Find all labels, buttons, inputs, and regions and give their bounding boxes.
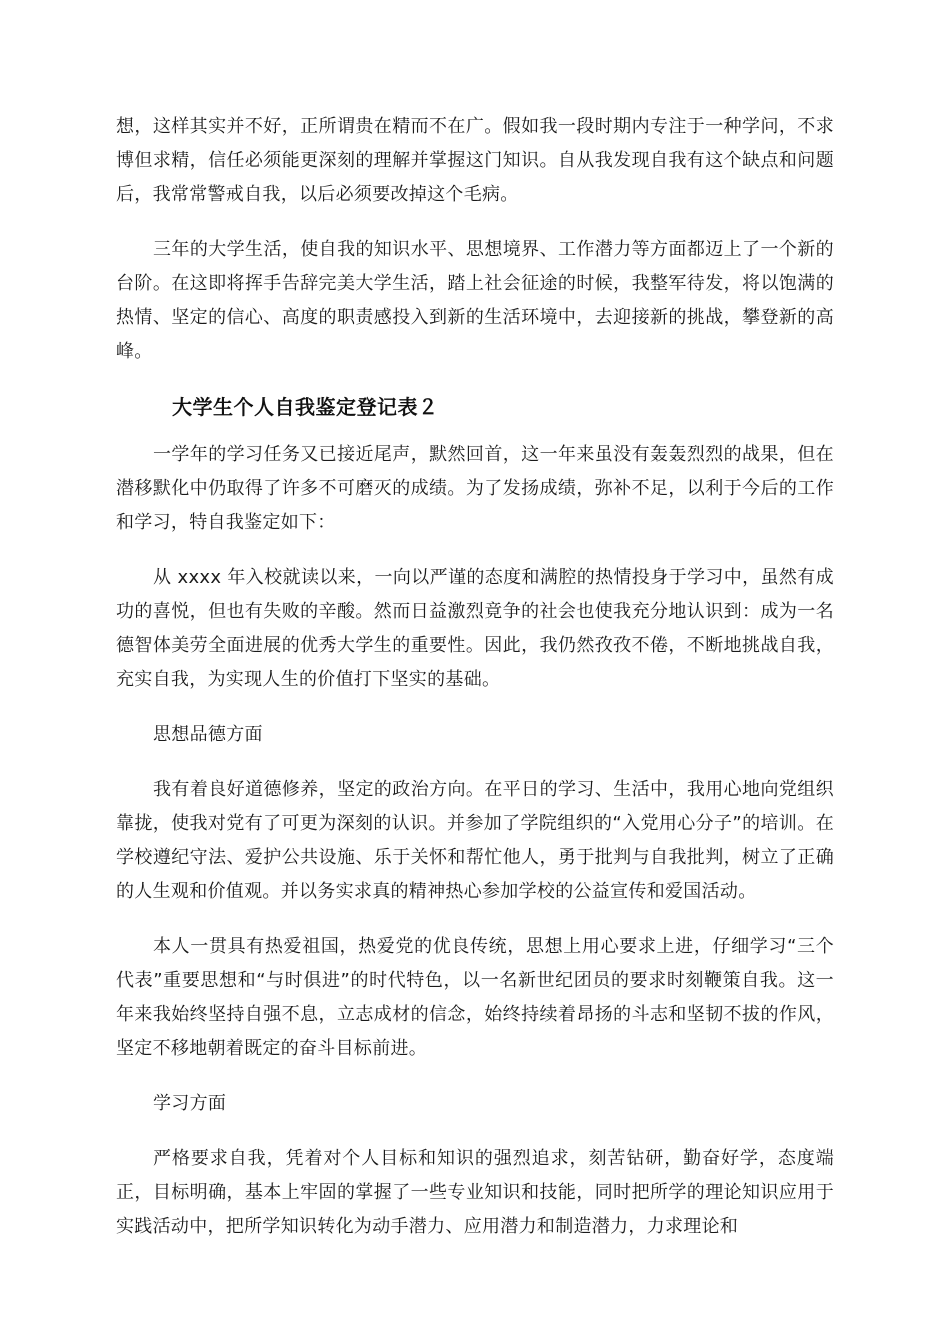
- document-page: [116, 110, 834, 1265]
- subheading-study: 学习方面: [153, 1093, 227, 1114]
- paragraph-continuation: 想，这样其实并不好，正所谓贵在精而不在广。假如我一段时期内专注于一种学问，不求博但求精，信任必须能更深刻的理解并掌握这门知识。自从我发现自我有这个缺点和问题后，我常常警戒自我，以后必须要改掉这个毛病。: [116, 116, 834, 205]
- paragraph-moral-2: 本人一贯具有热爱祖国，热爱党的优良传统，思想上用心要求上进，仔细学习“三个代表”重要思想和“与时俱进”的时代特色，以一名新世纪团员的要求时刻鞭策自我。这一年来我始终坚持自强不息，立志成材的信念，始终持续着昂扬的斗志和坚韧不拔的作风，坚定不移地朝着既定的奋斗目标前进。: [116, 936, 834, 1059]
- paragraph-conclusion: 三年的大学生活，使自我的知识水平、思想境界、工作潜力等方面都迈上了一个新的台阶。在这即将挥手告辞完美大学生活，踏上社会征途的时候，我整军待发，将以饱满的热情、坚定的信心、高度的职责感投入到新的生活环境中，去迎接新的挑战，攀登新的高峰。: [116, 239, 834, 362]
- paragraph-enrollment: 从 xxxx 年入校就读以来，一向以严谨的态度和满腔的热情投身于学习中，虽然有成功的喜悦，但也有失败的辛酸。然而日益激烈竟争的社会也使我充分地认识到：成为一名德智体美劳全面进展的优秀大学生的重要性。因此，我仍然孜孜不倦，不断地挑战自我，充实自我，为实现人生的价值打下坚实的基础。: [116, 567, 834, 690]
- paragraph-study: 严格要求自我，凭着对个人目标和知识的强烈追求，刻苦钻研，勤奋好学，态度端正，目标明确，基本上牢固的掌握了一些专业知识和技能，同时把所学的理论知识应用于实践活动中，把所学知识转化为动手潜力、应用潜力和制造潜力，力求理论和: [116, 1148, 834, 1237]
- paragraph-intro: 一学年的学习任务又已接近尾声，默然回首，这一年来虽没有轰轰烈烈的战果，但在潜移默化中仍取得了许多不可磨灭的成绩。为了发扬成绩，弥补不足，以利于今后的工作和学习，特自我鉴定如下：: [116, 444, 834, 533]
- paragraph-moral-1: 我有着良好道德修养，坚定的政治方向。在平日的学习、生活中，我用心地向党组织靠拢，使我对党有了可更为深刻的认识。并参加了学院组织的“入党用心分子”的培训。在学校遵纪守法、爱护公共设施、乐于关怀和帮忙他人，勇于批判与自我批判，树立了正确的人生观和价值观。并以务实求真的精神热心参加学校的公益宣传和爱国活动。: [116, 779, 834, 902]
- subheading-moral: 思想品德方面: [153, 724, 263, 745]
- section-heading: 大学生个人自我鉴定登记表２: [172, 395, 439, 419]
